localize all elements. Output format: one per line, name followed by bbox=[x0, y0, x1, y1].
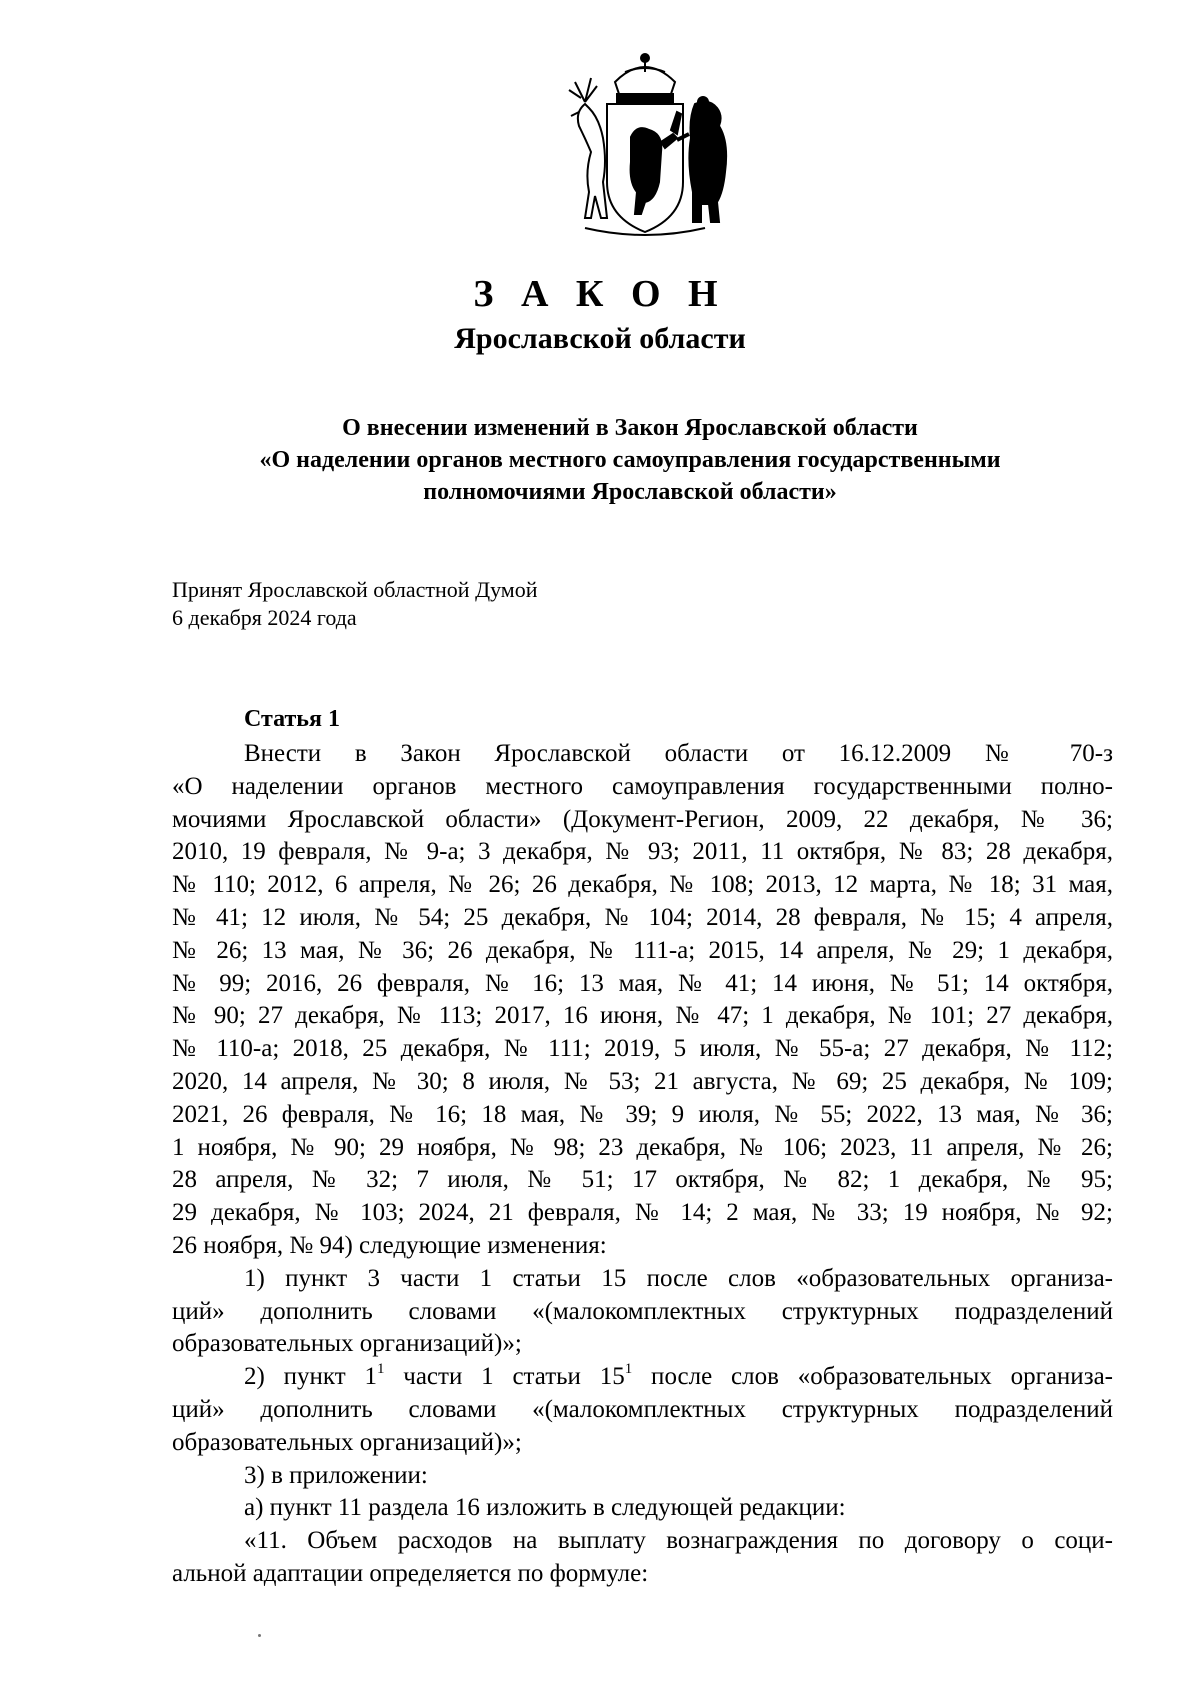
body-line: № 110; 2012, 6 апреля, № 26; 26 декабря, № 108; 2013, 12 марта, № 18; 31 мая, bbox=[172, 871, 1113, 899]
article-heading: Статья 1 bbox=[244, 706, 340, 732]
superscript: 1 bbox=[376, 1360, 385, 1377]
body-line: № 90; 27 декабря, № 113; 2017, 16 июня, № 47; 1 декабря, № 101; 27 декабря, bbox=[172, 1002, 1113, 1030]
body-line: 2020, 14 апреля, № 30; 8 июля, № 53; 21 августа, № 69; 25 декабря, № 109; bbox=[172, 1067, 1113, 1095]
item-2-text: части 1 статьи 15 bbox=[384, 1363, 625, 1391]
item-1-line: 1) пункт 3 части 1 статьи 15 после слов «образовательных организа- bbox=[244, 1264, 1113, 1292]
body-line: 26 ноября, № 94) следующие изменения: bbox=[172, 1231, 607, 1259]
item-2-line bbox=[172, 1361, 1113, 1394]
body-line: 2010, 19 февраля, № 9-а; 3 декабря, № 93; 2011, 11 октября, № 83; 28 декабря, bbox=[172, 838, 1113, 866]
body-line: 29 декабря, № 103; 2024, 21 февраля, № 14; 2 мая, № 33; 19 ноября, № 92; bbox=[172, 1199, 1113, 1227]
item-1-line: образовательных организаций)»; bbox=[172, 1330, 522, 1358]
adoption-date: 6 декабря 2024 года bbox=[172, 605, 357, 630]
subject-line: «О наделении органов местного самоуправления государственными bbox=[259, 447, 1001, 473]
body-line: 28 апреля, № 32; 7 июля, № 51; 17 октября, № 82; 1 декабря, № 95; bbox=[172, 1166, 1113, 1194]
body-line: мочиями Ярославской области» (Документ-Регион, 2009, 22 декабря, № 36; bbox=[172, 805, 1113, 833]
quote-line: «11. Объем расходов на выплату вознаграждения по договору о соци- bbox=[244, 1527, 1113, 1555]
body-line: 1 ноября, № 90; 29 ноября, № 98; 23 декабря, № 106; 2023, 11 апреля, № 26; bbox=[172, 1133, 1113, 1161]
item-2-line: ций» дополнить словами «(малокомплектных структурных подразделений bbox=[172, 1395, 1113, 1423]
body-line: 2021, 26 февраля, № 16; 18 мая, № 39; 9 июля, № 55; 2022, 13 мая, № 36; bbox=[172, 1100, 1113, 1128]
body-line: № 41; 12 июля, № 54; 25 декабря, № 104; 2014, 28 февраля, № 15; 4 апреля, bbox=[172, 903, 1113, 931]
subject-line: О внесении изменений в Закон Ярославской области bbox=[342, 415, 918, 441]
superscript: 1 bbox=[624, 1360, 633, 1377]
item-2-line: образовательных организаций)»; bbox=[172, 1428, 522, 1456]
article-body bbox=[172, 738, 1113, 1591]
adoption-info bbox=[172, 576, 538, 632]
document-title: З А К О Н bbox=[473, 273, 727, 315]
item-2-text: после слов «образовательных организа- bbox=[632, 1363, 1113, 1391]
item-3a-line: а) пункт 11 раздела 16 изложить в следующей редакции: bbox=[244, 1494, 846, 1522]
law-subject bbox=[160, 412, 1100, 508]
adoption-line: Принят Ярославской областной Думой bbox=[172, 577, 538, 602]
yaroslavl-oblast-coat-of-arms-icon bbox=[545, 42, 745, 242]
body-line: Внести в Закон Ярославской области от 16.12.2009 № 70-з bbox=[244, 740, 1113, 767]
body-line: № 110-а; 2018, 25 декабря, № 111; 2019, 5 июля, № 55-а; 27 декабря, № 112; bbox=[172, 1035, 1113, 1063]
scan-speck bbox=[258, 1634, 261, 1637]
item-3-line: 3) в приложении: bbox=[244, 1461, 428, 1489]
body-line: № 26; 13 мая, № 36; 26 декабря, № 111-а; 2015, 14 апреля, № 29; 1 декабря, bbox=[172, 936, 1113, 964]
subject-line: полномочиями Ярославской области» bbox=[423, 479, 837, 505]
item-2-text: 2) пункт 1 bbox=[244, 1363, 377, 1391]
body-line: № 99; 2016, 26 февраля, № 16; 13 мая, № 41; 14 июня, № 51; 14 октября, bbox=[172, 969, 1113, 997]
quote-line: альной адаптации определяется по формуле: bbox=[172, 1559, 649, 1587]
body-line: «О наделении органов местного самоуправления государственными полно- bbox=[172, 772, 1113, 800]
item-1-line: ций» дополнить словами «(малокомплектных структурных подразделений bbox=[172, 1297, 1113, 1325]
document-subtitle: Ярославской области bbox=[454, 322, 746, 355]
